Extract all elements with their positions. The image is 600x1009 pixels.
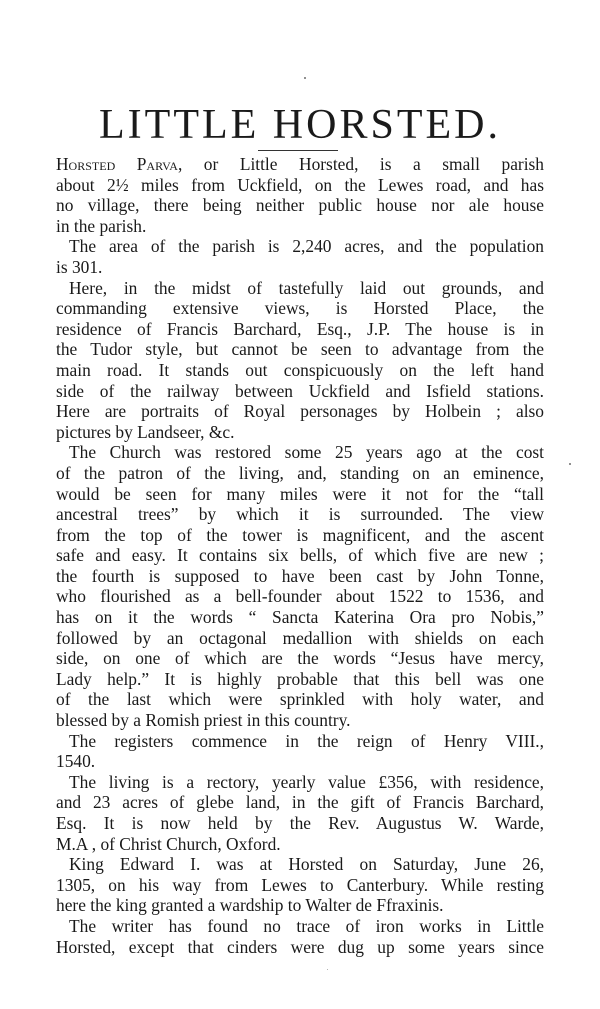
text-line: The registers commence in the reign of Henry VIII., — [69, 730, 544, 751]
text-line: The area of the parish is 2,240 acres, and the population — [69, 236, 544, 257]
text-line: pictures by Landseer, &c. — [56, 421, 235, 442]
text-line: Here, in the midst of tastefully laid out grounds, and — [69, 277, 544, 298]
text-line: of the patron of the living, and, standing on an eminence, — [56, 462, 544, 483]
text-line: the fourth is supposed to have been cast by John Tonne, — [56, 565, 544, 586]
text-line: The living is a rectory, yearly value £356, with residence, — [69, 771, 544, 792]
text-line: side, on one of which are the words “Jesus have mercy, — [56, 648, 544, 669]
text-line: King Edward I. was at Horsted on Saturday, June 26, — [69, 854, 544, 875]
body-text — [56, 154, 544, 957]
text-line: no village, there being neither public house nor ale house — [56, 195, 544, 216]
text-line: Esq. It is now held by the Rev. Augustus W. Warde, — [56, 813, 544, 833]
text-line: side of the railway between Uckfield and Isfield stations. — [56, 380, 544, 401]
page-mark-bottom — [327, 969, 328, 970]
text-line: and 23 acres of glebe land, in the gift of Francis Barchard, — [56, 792, 544, 813]
text-line: blessed by a Romish priest in this country. — [56, 710, 351, 731]
text-line: Here are portraits of Royal personages by Holbein ; also — [56, 401, 544, 422]
lead-word-second: Parva — [136, 154, 178, 174]
text-line: followed by an octagonal medallion with shields on each — [56, 627, 544, 648]
text-line: The writer has found no trace of iron works in Little — [69, 915, 544, 936]
text-line: of the last which were sprinkled with holy water, and — [56, 689, 544, 710]
text-line: here the king granted a wardship to Walter de Ffraxinis. — [56, 895, 444, 916]
text-line: who flourished as a bell-founder about 1522 to 1536, and — [56, 586, 544, 607]
text-line — [56, 154, 544, 175]
text-line: 1540. — [56, 751, 96, 772]
text-line: main road. It stands out conspicuously on the left hand — [56, 359, 544, 380]
text-line: Lady help.” It is highly probable that this bell was one — [56, 668, 544, 689]
text-line: 1305, on his way from Lewes to Canterbury. While resting — [56, 874, 544, 895]
text-line: the Tudor style, but cannot be seen to advantage from the — [56, 339, 544, 360]
text-line: M.A , of Christ Church, Oxford. — [56, 833, 281, 854]
page-title: LITTLE HORSTED. — [99, 102, 501, 148]
text-line: is 301. — [56, 256, 103, 277]
text-line: commanding extensive views, is Horsted Place, the — [56, 298, 544, 319]
title-rule — [258, 150, 338, 151]
text-line: in the parish. — [56, 215, 147, 236]
text-line: residence of Francis Barchard, Esq., J.P. The house is in — [56, 318, 544, 339]
text-line: safe and easy. It contains six bells, of which five are new ; — [56, 545, 544, 566]
text-line: Horsted, except that cinders were dug up some years since — [56, 936, 544, 957]
lead-word-first: Horsted — [56, 154, 116, 174]
text-line: ancestral trees” by which it is surrounded. The view — [56, 504, 544, 525]
page-mark-top — [304, 77, 306, 79]
text-line: would be seen for many miles were it not for the “tall — [56, 483, 544, 504]
text-line: The Church was restored some 25 years ago at the cost — [69, 442, 544, 463]
text-line: from the top of the tower is magnificent, and the ascent — [56, 524, 544, 545]
text-line: about 2½ miles from Uckfield, on the Lewes road, and has — [56, 174, 544, 195]
text-line: has on it the words “ Sancta Katerina Ora pro Nobis,” — [56, 607, 544, 628]
page-mark-margin — [569, 463, 571, 465]
text-line-rest: , or Little Horsted, is a small parish — [177, 154, 544, 174]
